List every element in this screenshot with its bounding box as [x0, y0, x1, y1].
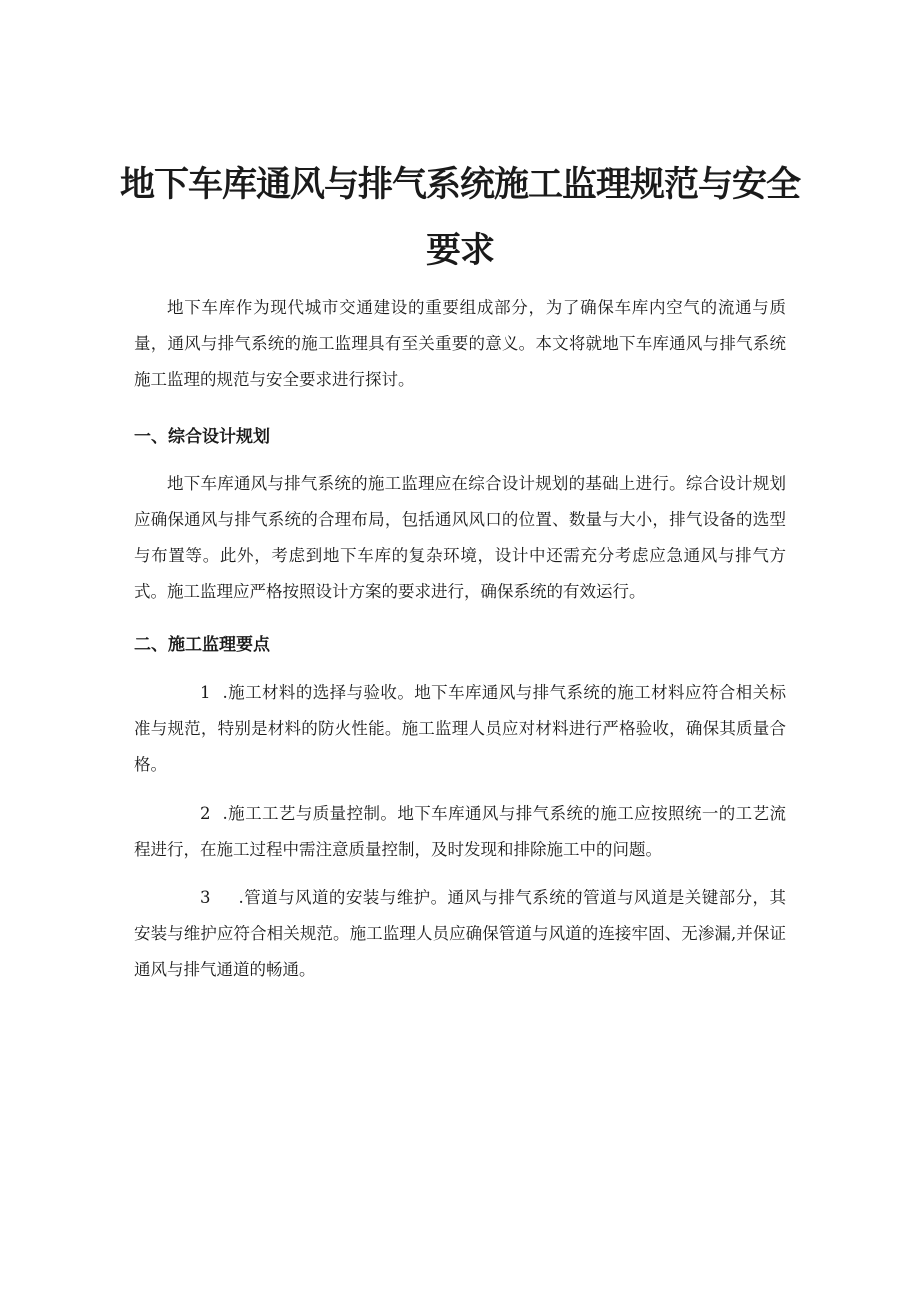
design-planning-paragraph: 地下车库通风与排气系统的施工监理应在综合设计规划的基础上进行。综合设计规划应确保通风与排气系统的合理布局，包括通风风口的位置、数量与大小，排气设备的选型与布置等。此外，考虑到地下车库的复杂环境，设计中还需充分考虑应急通风与排气方式。施工监理应严格按照设计方案的要求进行，确保系统的有效运行。 [134, 474, 786, 601]
list-item-3 [134, 880, 786, 988]
list-item-text: .管道与风道的安装与维护。通风与排气系统的管道与风道是关键部分，其安装与维护应符合相关规范。施工监理人员应确保管道与风道的连接牢固、无渗漏,并保证通风与排气通道的畅通。 [134, 888, 786, 979]
list-item-text: .施工工艺与质量控制。地下车库通风与排气系统的施工应按照统一的工艺流程进行，在施工过程中需注意质量控制，及时发现和排除施工中的问题。 [134, 804, 786, 859]
list-item-1 [134, 675, 786, 783]
list-item-number: 3 [200, 888, 211, 907]
section-heading-supervision-points: 二、施工监理要点 [134, 635, 270, 655]
list-item-number: 1 [200, 683, 211, 702]
list-item-number: 2 [200, 804, 211, 823]
document-title: 地下车库通风与排气系统施工监理规范与安全要求 [120, 165, 801, 271]
list-item-text: .施工材料的选择与验收。地下车库通风与排气系统的施工材料应符合相关标准与规范，特别是材料的防火性能。施工监理人员应对材料进行严格验收，确保其质量合格。 [134, 683, 786, 774]
list-item-2 [134, 796, 786, 868]
section-heading-design-planning: 一、综合设计规划 [134, 427, 270, 447]
intro-paragraph: 地下车库作为现代城市交通建设的重要组成部分，为了确保车库内空气的流通与质量，通风与排气系统的施工监理具有至关重要的意义。本文将就地下车库通风与排气系统施工监理的规范与安全要求进行探讨。 [134, 298, 786, 389]
